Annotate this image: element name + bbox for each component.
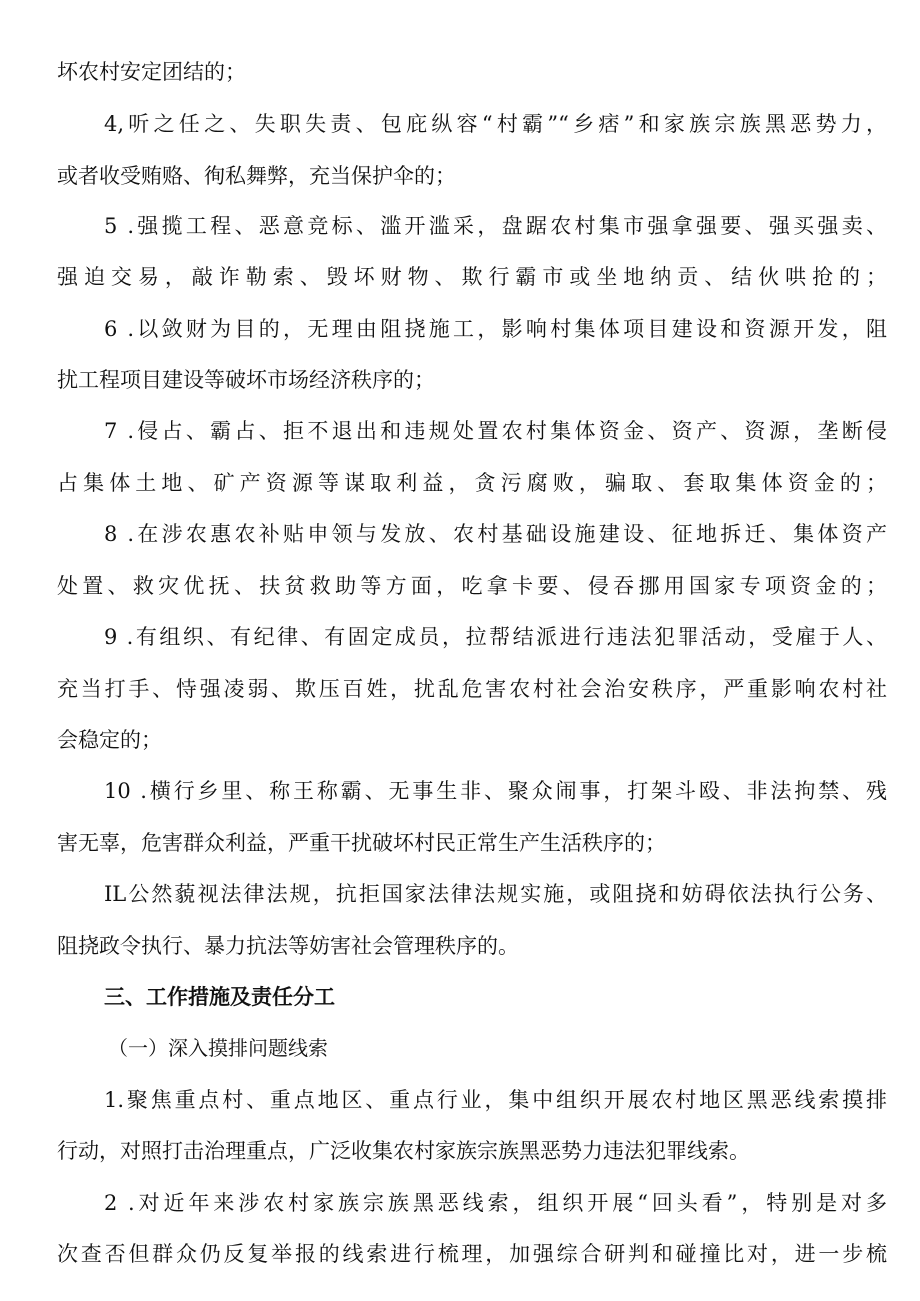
text-line: 强迫交易，敲诈勒索、毁坏财物、欺行霸市或坐地纳贡、结伙哄抢的； <box>57 265 887 289</box>
list-item-6: 6 .以敛财为目的，无理由阻挠施工，影响村集体项目建设和资源开发，阻 <box>104 317 887 341</box>
list-item-5: 5 .强揽工程、恶意竞标、滥开滥采，盘踞农村集市强拿强要、强买强卖、 <box>104 214 887 238</box>
text-line: 扰工程项目建设等破坏市场经济秩序的； <box>57 368 435 392</box>
list-item-11: IL公然藐视法律法规，抗拒国家法律法规实施，或阻挠和妨碍依法执行公务、 <box>104 882 887 906</box>
text-line: 次查否但群众仍反复举报的线索进行梳理，加强综合研判和碰撞比对，进一步梳 <box>57 1242 887 1266</box>
text-line: 行动，对照打击治理重点，广泛收集农村家族宗族黑恶势力违法犯罪线索。 <box>57 1139 750 1163</box>
text-line: 会稳定的； <box>57 728 162 752</box>
list-item-8: 8 .在涉农惠农补贴申领与发放、农村基础设施建设、征地拆迁、集体资产 <box>104 522 887 546</box>
list-item-4: 4,听之任之、失职失责、包庇纵容“村霸”“乡痞”和家族宗族黑恶势力， <box>104 112 887 136</box>
text-line: 处置、救灾优抚、扶贫救助等方面，吃拿卡要、侵吞挪用国家专项资金的； <box>57 574 887 598</box>
text-line: 充当打手、恃强凌弱、欺压百姓，扰乱危害农村社会治安秩序，严重影响农村社 <box>57 677 887 701</box>
list-item-10: 10 .横行乡里、称王称霸、无事生非、聚众闹事，打架斗殴、非法拘禁、残 <box>104 779 887 803</box>
section-heading: 三、工作措施及责任分工 <box>104 985 335 1009</box>
list-item-9: 9 .有组织、有纪律、有固定成员，拉帮结派进行违法犯罪活动，受雇于人、 <box>104 625 887 649</box>
text-line: 坏农村安定团结的； <box>57 60 246 84</box>
list-item-7: 7 .侵占、霸占、拒不退出和违规处置农村集体资金、资产、资源，垄断侵 <box>104 419 887 443</box>
text-line: 阻挠政令执行、暴力抗法等妨害社会管理秩序的。 <box>57 934 519 958</box>
text-line: 或者收受贿赂、徇私舞弊，充当保护伞的； <box>57 164 456 188</box>
list-item-1: 1.聚焦重点村、重点地区、重点行业，集中组织开展农村地区黑恶线索摸排 <box>104 1088 887 1112</box>
list-item-2: 2 .对近年来涉农村家族宗族黑恶线索，组织开展“回头看”，特别是对多 <box>104 1191 887 1215</box>
text-line: 占集体土地、矿产资源等谋取利益，贪污腐败，骗取、套取集体资金的； <box>57 471 887 495</box>
text-line: 害无辜，危害群众利益，严重干扰破坏村民正常生产生活秩序的； <box>57 831 666 855</box>
subsection-heading: （一）深入摸排问题线索 <box>108 1036 328 1060</box>
